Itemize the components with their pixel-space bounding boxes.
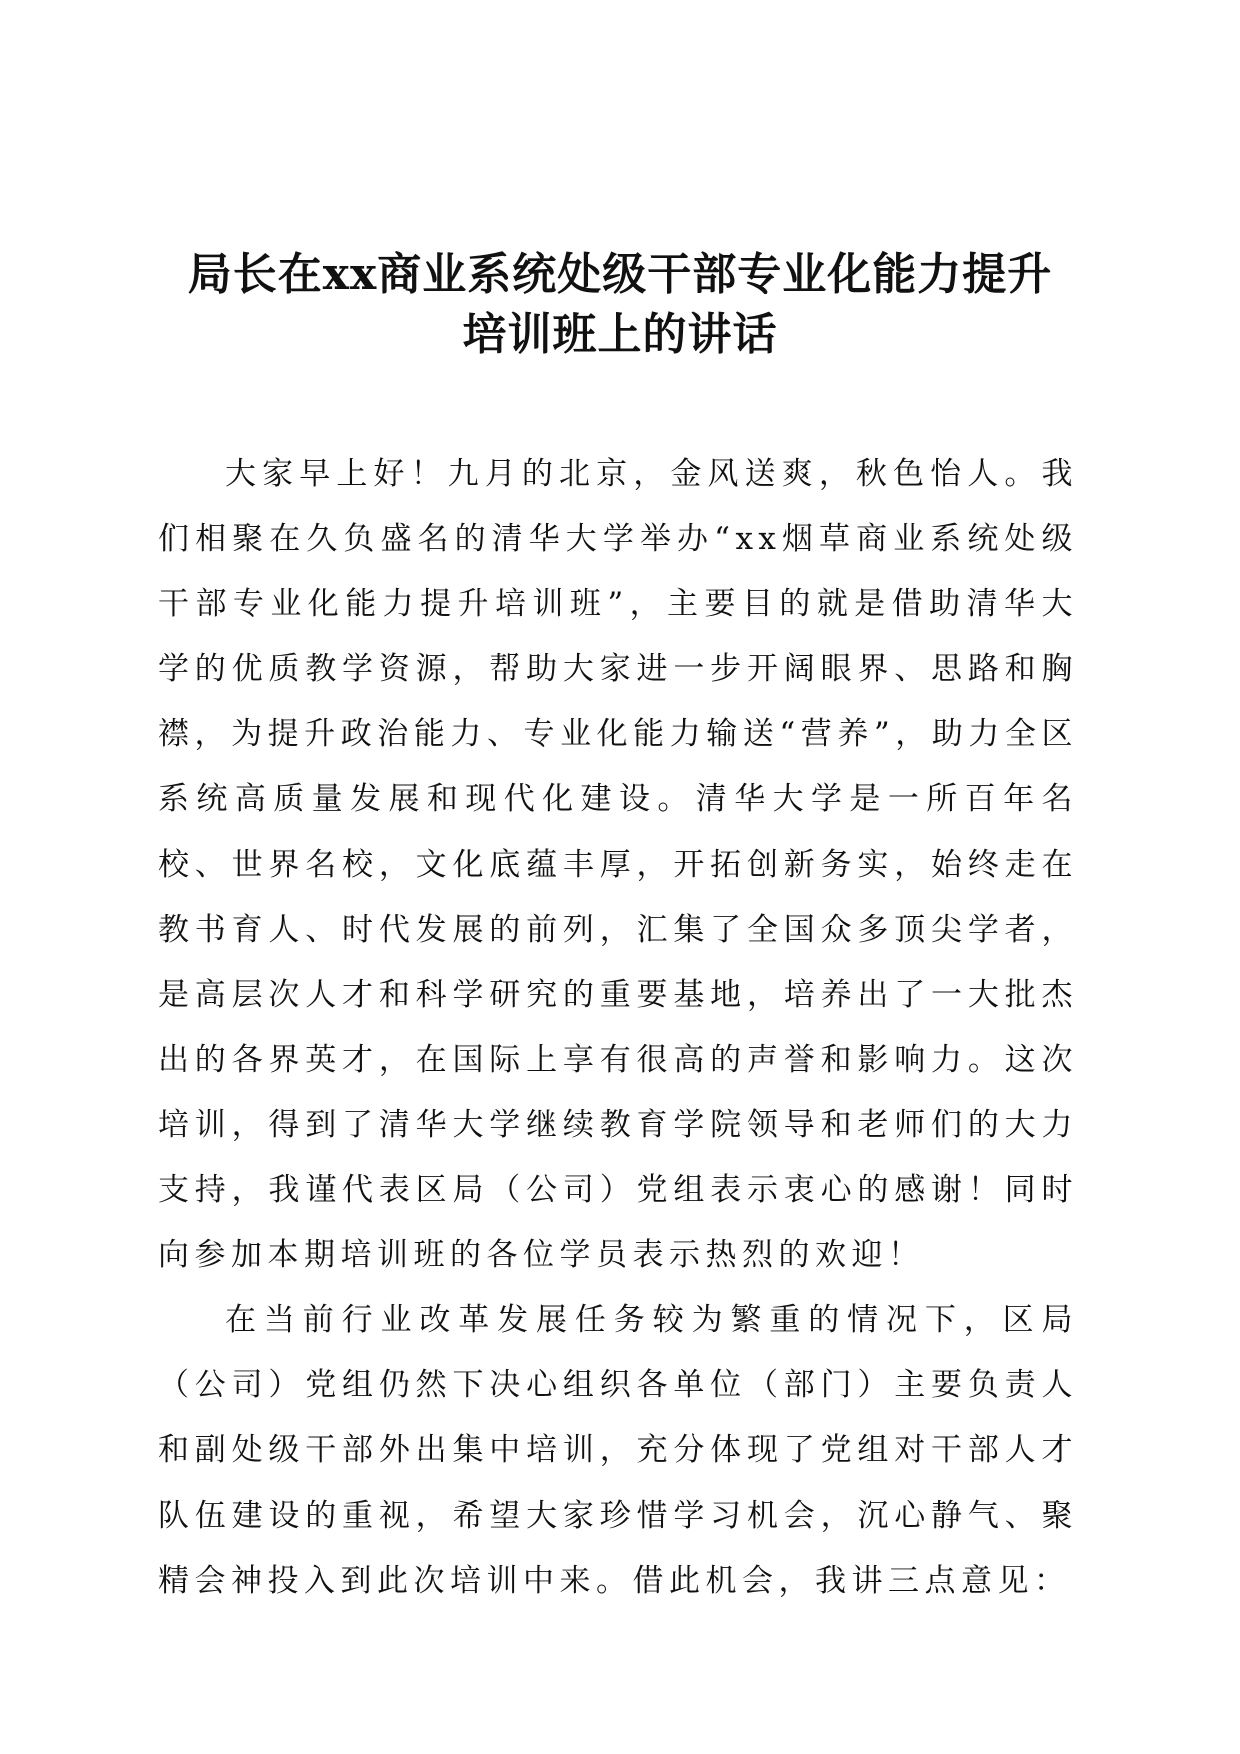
paragraph-1: 大家早上好！九月的北京，金风送爽，秋色怡人。我们相聚在久负盛名的清华大学举办“xx烟草商业系统处级干部专业化能力提升培训班”，主要目的就是借助清华大学的优质教学资源，帮助大家进一步开阔眼界、思路和胸襟，为提升政治能力、专业化能力输送“营养”，助力全区系统高质量发展和现代化建设。清华大学是一所百年名校、世界名校，文化底蕴丰厚，开拓创新务实，始终走在教书育人、时代发展的前列，汇集了全国众多顶尖学者，是高层次人才和科学研究的重要基地，培养出了一大批杰出的各界英才，在国际上享有很高的声誉和影响力。这次培训，得到了清华大学继续教育学院领导和老师们的大力支持，我谨代表区局（公司）党组表示衷心的感谢！同时向参加本期培训班的各位学员表示热烈的欢迎！ [158,456,1078,1274]
document-title [150,245,1090,365]
title-line-1: 局长在xx商业系统处级干部专业化能力提升 [187,249,1053,300]
paragraph-2: 在当前行业改革发展任务较为繁重的情况下，区局（公司）党组仍然下决心组织各单位（部门）主要负责人和副处级干部外出集中培训，充分体现了党组对干部人才队伍建设的重视，希望大家珍惜学习机会，沉心静气、聚精会神投入到此次培训中来。借此机会，我讲三点意见： [158,1302,1078,1599]
title-line-2: 培训班上的讲话 [462,309,778,360]
document-body [158,442,1078,1614]
